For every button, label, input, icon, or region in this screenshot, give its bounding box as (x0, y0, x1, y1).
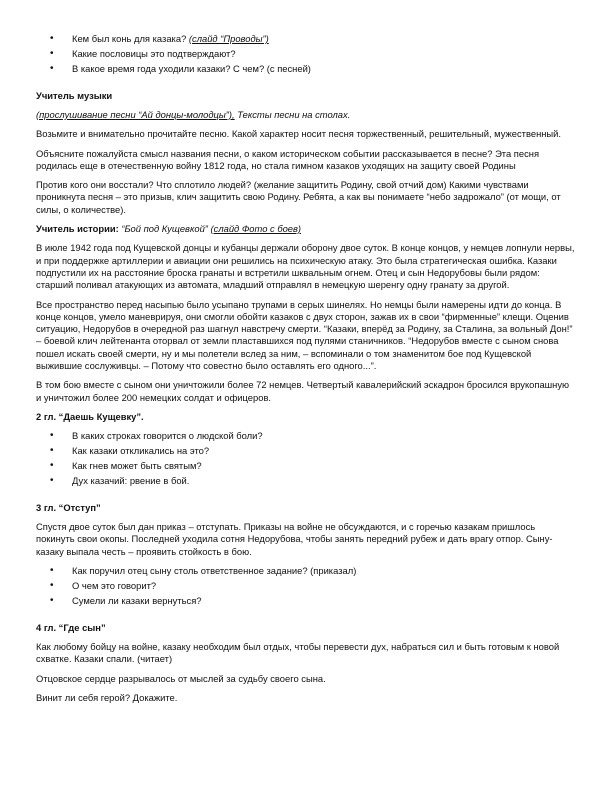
paragraph: Против кого они восстали? Что сплотило людей? (желание защитить Родину, свой отчий дом) Какими чувствами проникнута песня – это призыв, клич защитить свою Родину. Ребята, а как вы понимаете “небо задрожало” (от мощи, от силы, о количестве). (36, 179, 561, 215)
music-heading: Учитель музыки (36, 89, 113, 101)
intro-question-list (36, 33, 576, 75)
question-text: В какое время года уходили казаки? С чем? (с песней) (72, 62, 311, 74)
paragraph: Возьмите и внимательно прочитайте песню. Какой характер носит песня торжественный, решительный, мужественный. (36, 128, 562, 140)
paragraph: Как любому бойцу на войне, казаку необходим был отдых, чтобы перевести дух, набраться сил и быть готовым к новой схватке. Казаки спали. (читает) (36, 640, 560, 665)
history-heading-line (36, 223, 576, 235)
document-body (36, 33, 576, 704)
paragraph: Винит ли себя герой? Докажите. (36, 691, 178, 703)
list-item: • Сумели ли казаки вернуться? (36, 595, 576, 607)
list-item: • Как поручил отец сыну столь ответственное задание? (приказал) (36, 565, 576, 577)
list-item (36, 63, 576, 75)
list-item: • О чем это говорит? (36, 580, 576, 592)
chapter-3-question-list (36, 565, 576, 607)
list-item: • Как казаки откликались на это? (36, 445, 576, 457)
history-title: “Бой под Кущевкой” (121, 223, 208, 235)
slide-link[interactable]: (слайд “Проводы”) (188, 33, 269, 44)
question-text: Какие пословицы это подтверждают? (72, 47, 236, 59)
chapter-2-question-list (36, 430, 576, 487)
paragraph: Отцовское сердце разрывалось от мыслей за судьбу своего сына. (36, 672, 326, 684)
paragraph: Спустя двое суток был дан приказ – отступать. Приказы на войне не обсуждаются, и с горечью казакам пришлось покинуть свои окопы. Последней уходила сотня Недорубова, чтобы занять передний рубеж и дать врагу отпор. Сыну-казаку выпала честь – проявить стойкость в бою. (36, 521, 553, 557)
song-note: Тексты песни на столах. (234, 108, 351, 120)
chapter-4-heading: 4 гл. “Где сын” (36, 621, 106, 633)
list-item (36, 48, 576, 60)
list-item: • Как гнев может быть святым? (36, 460, 576, 472)
paragraph: В том бою вместе с сыном они уничтожили более 72 немцев. Четвертый кавалерийский эскадрон бросился врукопашную и уничтожил более 200 немецких солдат и офицеров. (36, 379, 570, 403)
music-listen-line (36, 109, 576, 121)
list-item (36, 33, 576, 45)
history-heading: Учитель истории: (36, 223, 119, 235)
chapter-3-heading: 3 гл. “Отступ” (36, 501, 101, 513)
song-link[interactable]: (прослушивание песни “Ай донцы-молодцы”), (36, 108, 235, 120)
list-item: • Дух казачий: рвение в бой. (36, 475, 576, 487)
chapter-2-heading: 2 гл. “Даешь Кущевку”. (36, 410, 144, 422)
question-text: Кем был конь для казака? (72, 33, 189, 44)
paragraph: В июле 1942 года под Кущевской донцы и кубанцы держали оборону двое суток. В конце концов, у немцев лопнули нервы, и при поддержке артиллерии и авиации они решились на психическую атаку. Это была стратегическая ошибка. Казаки подпустили их на расстояние броска гранаты и встретили шквальным огнем. Отец и сын Недорубовы были рядом: старший поливал атакующих из автомата, младший отправлял в немецкую шеренгу одну гранату за другой. (36, 242, 575, 291)
slide-link[interactable]: (слайд Фото с боев) (210, 223, 302, 235)
paragraph: Объясните пожалуйста смысл названия песни, о каком историческом событии рассказывается в песне? Эта песня родилась еще в отечественную войну 1812 года, но стала гимном казаков уходящих на защиту своей Родины (36, 147, 540, 171)
list-item: • В каких строках говорится о людской боли? (36, 430, 576, 442)
paragraph: Все пространство перед насыпью было усыпано трупами в серых шинелях. Но немцы были намерены идти до конца. В конце концов, умело маневрируя, они смогли обойти казаков с двух сторон, зажав их в свои “фирменные” клещи. Оценив ситуацию, Недорубов в очередной раз шагнул навстречу смерти. “Казаки, вперёд за Родину, за Сталина, за вольный Дон!” – боевой клич лейтенанта оторвал от земли пластавшихся под пулями станичников. “Недорубов вместе с сыном снова пошел искать своей смерти, ну и мы полетели вслед за ним, – вспоминали о том знаменитом бое под Кущевской выжившие сослуживцы. – Потому что совестно было оставлять его одного...”. (36, 298, 573, 372)
